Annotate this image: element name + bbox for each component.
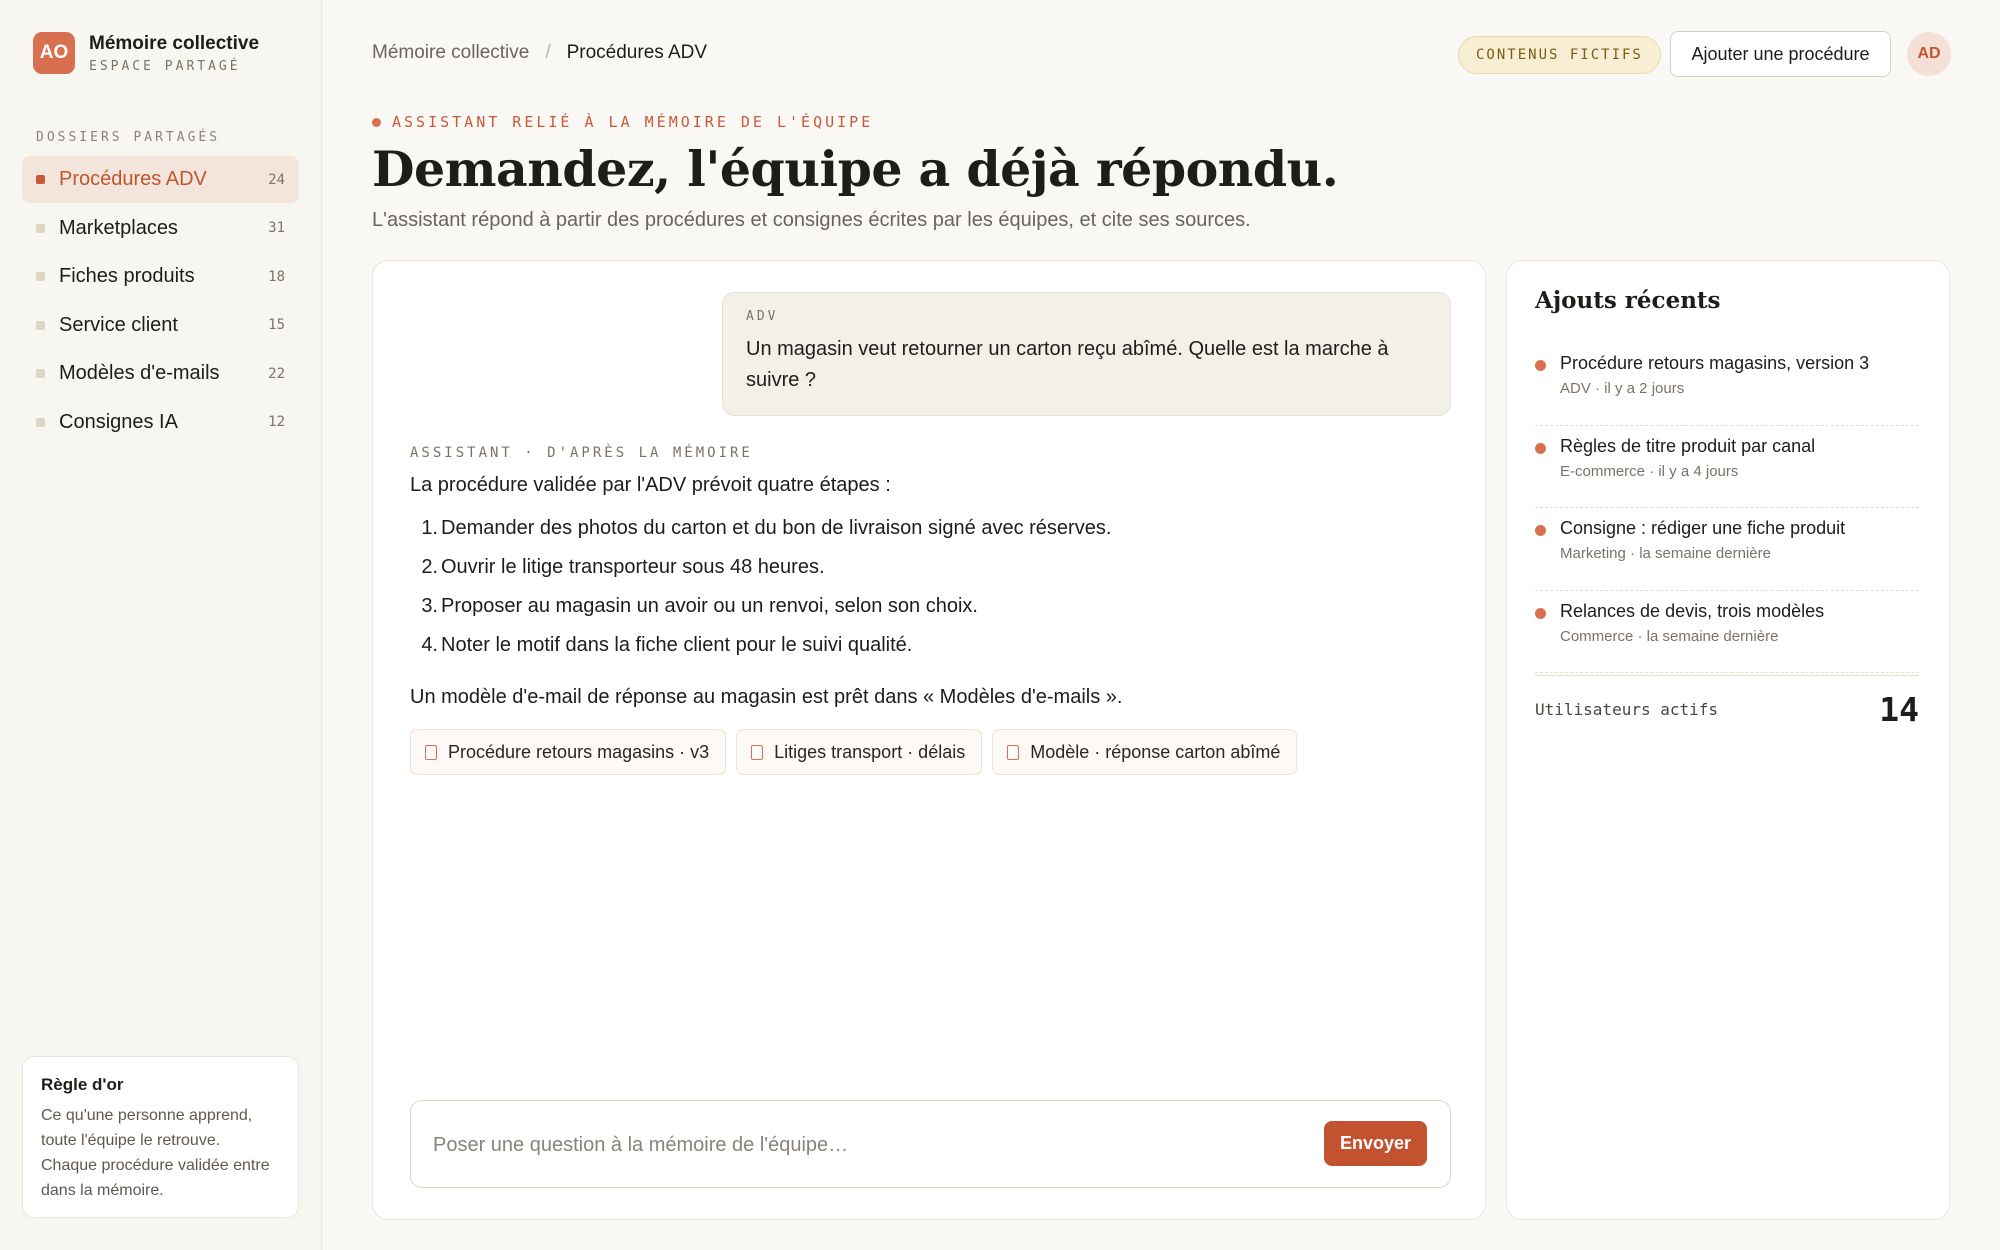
recent-title: Ajouts récents: [1535, 287, 1721, 314]
eyebrow: [372, 113, 873, 131]
user-role: ADV: [746, 309, 779, 324]
bullet-icon: [1535, 360, 1546, 371]
user-message-bubble: [722, 292, 1451, 416]
list-item[interactable]: [1535, 426, 1919, 509]
recent-item-meta: E-commerce · il y a 4 jours: [1560, 462, 1739, 480]
source-label: Procédure retours magasins · v3: [448, 741, 710, 762]
page-title: Demandez, l'équipe a déjà répondu.: [372, 140, 1339, 198]
sidebar-item-label: Marketplaces: [59, 216, 178, 239]
source-chip[interactable]: [992, 729, 1297, 775]
breadcrumb: [372, 42, 707, 64]
source-chip[interactable]: [410, 729, 726, 775]
source-chip[interactable]: [736, 729, 982, 775]
list-item: [410, 552, 1111, 591]
assistant-steps: [410, 513, 1111, 669]
document-icon: [425, 745, 437, 760]
add-procedure-button[interactable]: Ajouter une procédure: [1670, 31, 1891, 77]
step-text: Demander des photos du carton et du bon de livraison signé avec réserves.: [441, 517, 1112, 539]
step-text: Noter le motif dans la fiche client pour le suivi qualité.: [441, 634, 913, 656]
source-chips: [410, 729, 1307, 775]
recent-item-title: Relances de devis, trois modèles: [1560, 600, 1825, 621]
brand-subtitle: ESPACE PARTAGÉ: [89, 58, 241, 74]
sidebar-item-count: 31: [268, 220, 285, 237]
step-number: 4.: [421, 634, 438, 656]
send-button[interactable]: Envoyer: [1324, 1121, 1427, 1166]
sidebar-item-marketplaces[interactable]: [22, 205, 299, 252]
sidebar-item-procedures-adv[interactable]: [22, 156, 299, 203]
fictional-content-badge: CONTENUS FICTIFS: [1458, 36, 1661, 74]
sidebar-item-label: Service client: [59, 313, 178, 336]
folder-nav: [22, 156, 299, 448]
sidebar-item-label: Modèles d'e-mails: [59, 362, 220, 385]
list-item[interactable]: [1535, 508, 1919, 591]
folder-dot-icon: [36, 321, 45, 330]
folder-dot-icon: [36, 224, 45, 233]
list-item: [410, 630, 1111, 669]
folder-dot-icon: [36, 272, 45, 281]
breadcrumb-root[interactable]: Mémoire collective: [372, 42, 530, 63]
list-item: [410, 513, 1111, 552]
page-subtitle: L'assistant répond à partir des procédures et consignes écrites par les équipes, et cite ses sources.: [372, 209, 1251, 231]
brand[interactable]: [33, 32, 259, 74]
recent-item-meta: Commerce · la semaine dernière: [1560, 627, 1779, 645]
recent-item-title: Règles de titre produit par canal: [1560, 435, 1816, 456]
recent-item-meta: Marketing · la semaine dernière: [1560, 545, 1771, 562]
golden-rule-card: [22, 1056, 299, 1218]
list-item: [410, 591, 1111, 630]
sidebar-item-label: Fiches produits: [59, 265, 195, 288]
sidebar-item-count: 15: [268, 317, 285, 334]
document-icon: [1007, 745, 1019, 760]
source-label: Modèle · réponse carton abîmé: [1030, 741, 1281, 762]
golden-rule-title: Règle d'or: [41, 1075, 124, 1094]
active-users-row: [1535, 675, 1919, 729]
list-item[interactable]: [1535, 343, 1919, 426]
brand-logo: AO: [33, 32, 75, 74]
composer: [410, 1100, 1451, 1188]
breadcrumb-current: Procédures ADV: [566, 42, 708, 63]
document-icon: [751, 745, 763, 760]
step-text: Ouvrir le litige transporteur sous 48 heures.: [441, 556, 825, 578]
sidebar-item-label: Consignes IA: [59, 410, 178, 433]
folder-dot-icon: [36, 175, 45, 184]
recent-list: [1535, 343, 1919, 673]
list-item[interactable]: [1535, 591, 1919, 674]
step-number: 2.: [421, 556, 438, 578]
sidebar-item-fiches-produits[interactable]: [22, 253, 299, 300]
eyebrow-text: ASSISTANT RELIÉ À LA MÉMOIRE DE L'ÉQUIPE: [392, 113, 874, 131]
sidebar-item-count: 24: [268, 171, 285, 188]
avatar[interactable]: AD: [1907, 32, 1951, 76]
assistant-intro: La procédure validée par l'ADV prévoit quatre étapes :: [410, 474, 891, 496]
recent-item-title: Consigne : rédiger une fiche produit: [1560, 518, 1846, 538]
user-message: Un magasin veut retourner un carton reçu abîmé. Quelle est la marche à suivre ?: [746, 338, 1389, 391]
folder-dot-icon: [36, 418, 45, 427]
golden-rule-text: Ce qu'une personne apprend, toute l'équipe le retrouve. Chaque procédure validée entre dans la mémoire.: [41, 1107, 270, 1199]
sidebar-item-service-client[interactable]: [22, 302, 299, 349]
section-label: DOSSIERS PARTAGÉS: [36, 130, 221, 145]
step-number: 3.: [421, 595, 438, 617]
active-users-label: Utilisateurs actifs: [1535, 700, 1719, 719]
status-dot-icon: [372, 118, 381, 127]
sidebar-item-label: Procédures ADV: [59, 168, 207, 190]
sidebar-item-count: 22: [268, 365, 285, 382]
sidebar-item-consignes-ia[interactable]: [22, 399, 299, 446]
step-text: Proposer au magasin un avoir ou un renvoi, selon son choix.: [441, 595, 978, 617]
folder-dot-icon: [36, 369, 45, 378]
sidebar-item-count: 12: [268, 414, 285, 431]
recent-additions-panel: [1506, 260, 1950, 1220]
bullet-icon: [1535, 608, 1546, 619]
breadcrumb-separator: /: [545, 42, 551, 63]
assistant-label: ASSISTANT · D'APRÈS LA MÉMOIRE: [410, 445, 753, 461]
assistant-outro: Un modèle d'e-mail de réponse au magasin est prêt dans « Modèles d'e-mails ».: [410, 686, 1123, 708]
recent-item-title: Procédure retours magasins, version 3: [1560, 353, 1870, 373]
sidebar-item-modeles-emails[interactable]: [22, 350, 299, 397]
chat-panel: [372, 260, 1486, 1220]
bullet-icon: [1535, 443, 1546, 454]
active-users-count: 14: [1879, 690, 1919, 729]
recent-item-meta: ADV · il y a 2 jours: [1560, 380, 1685, 397]
question-input[interactable]: [433, 1123, 1273, 1167]
source-label: Litiges transport · délais: [774, 741, 966, 762]
brand-name: Mémoire collective: [89, 32, 260, 54]
sidebar: [0, 0, 322, 1250]
step-number: 1.: [421, 517, 438, 539]
bullet-icon: [1535, 525, 1546, 536]
sidebar-item-count: 18: [268, 268, 285, 285]
